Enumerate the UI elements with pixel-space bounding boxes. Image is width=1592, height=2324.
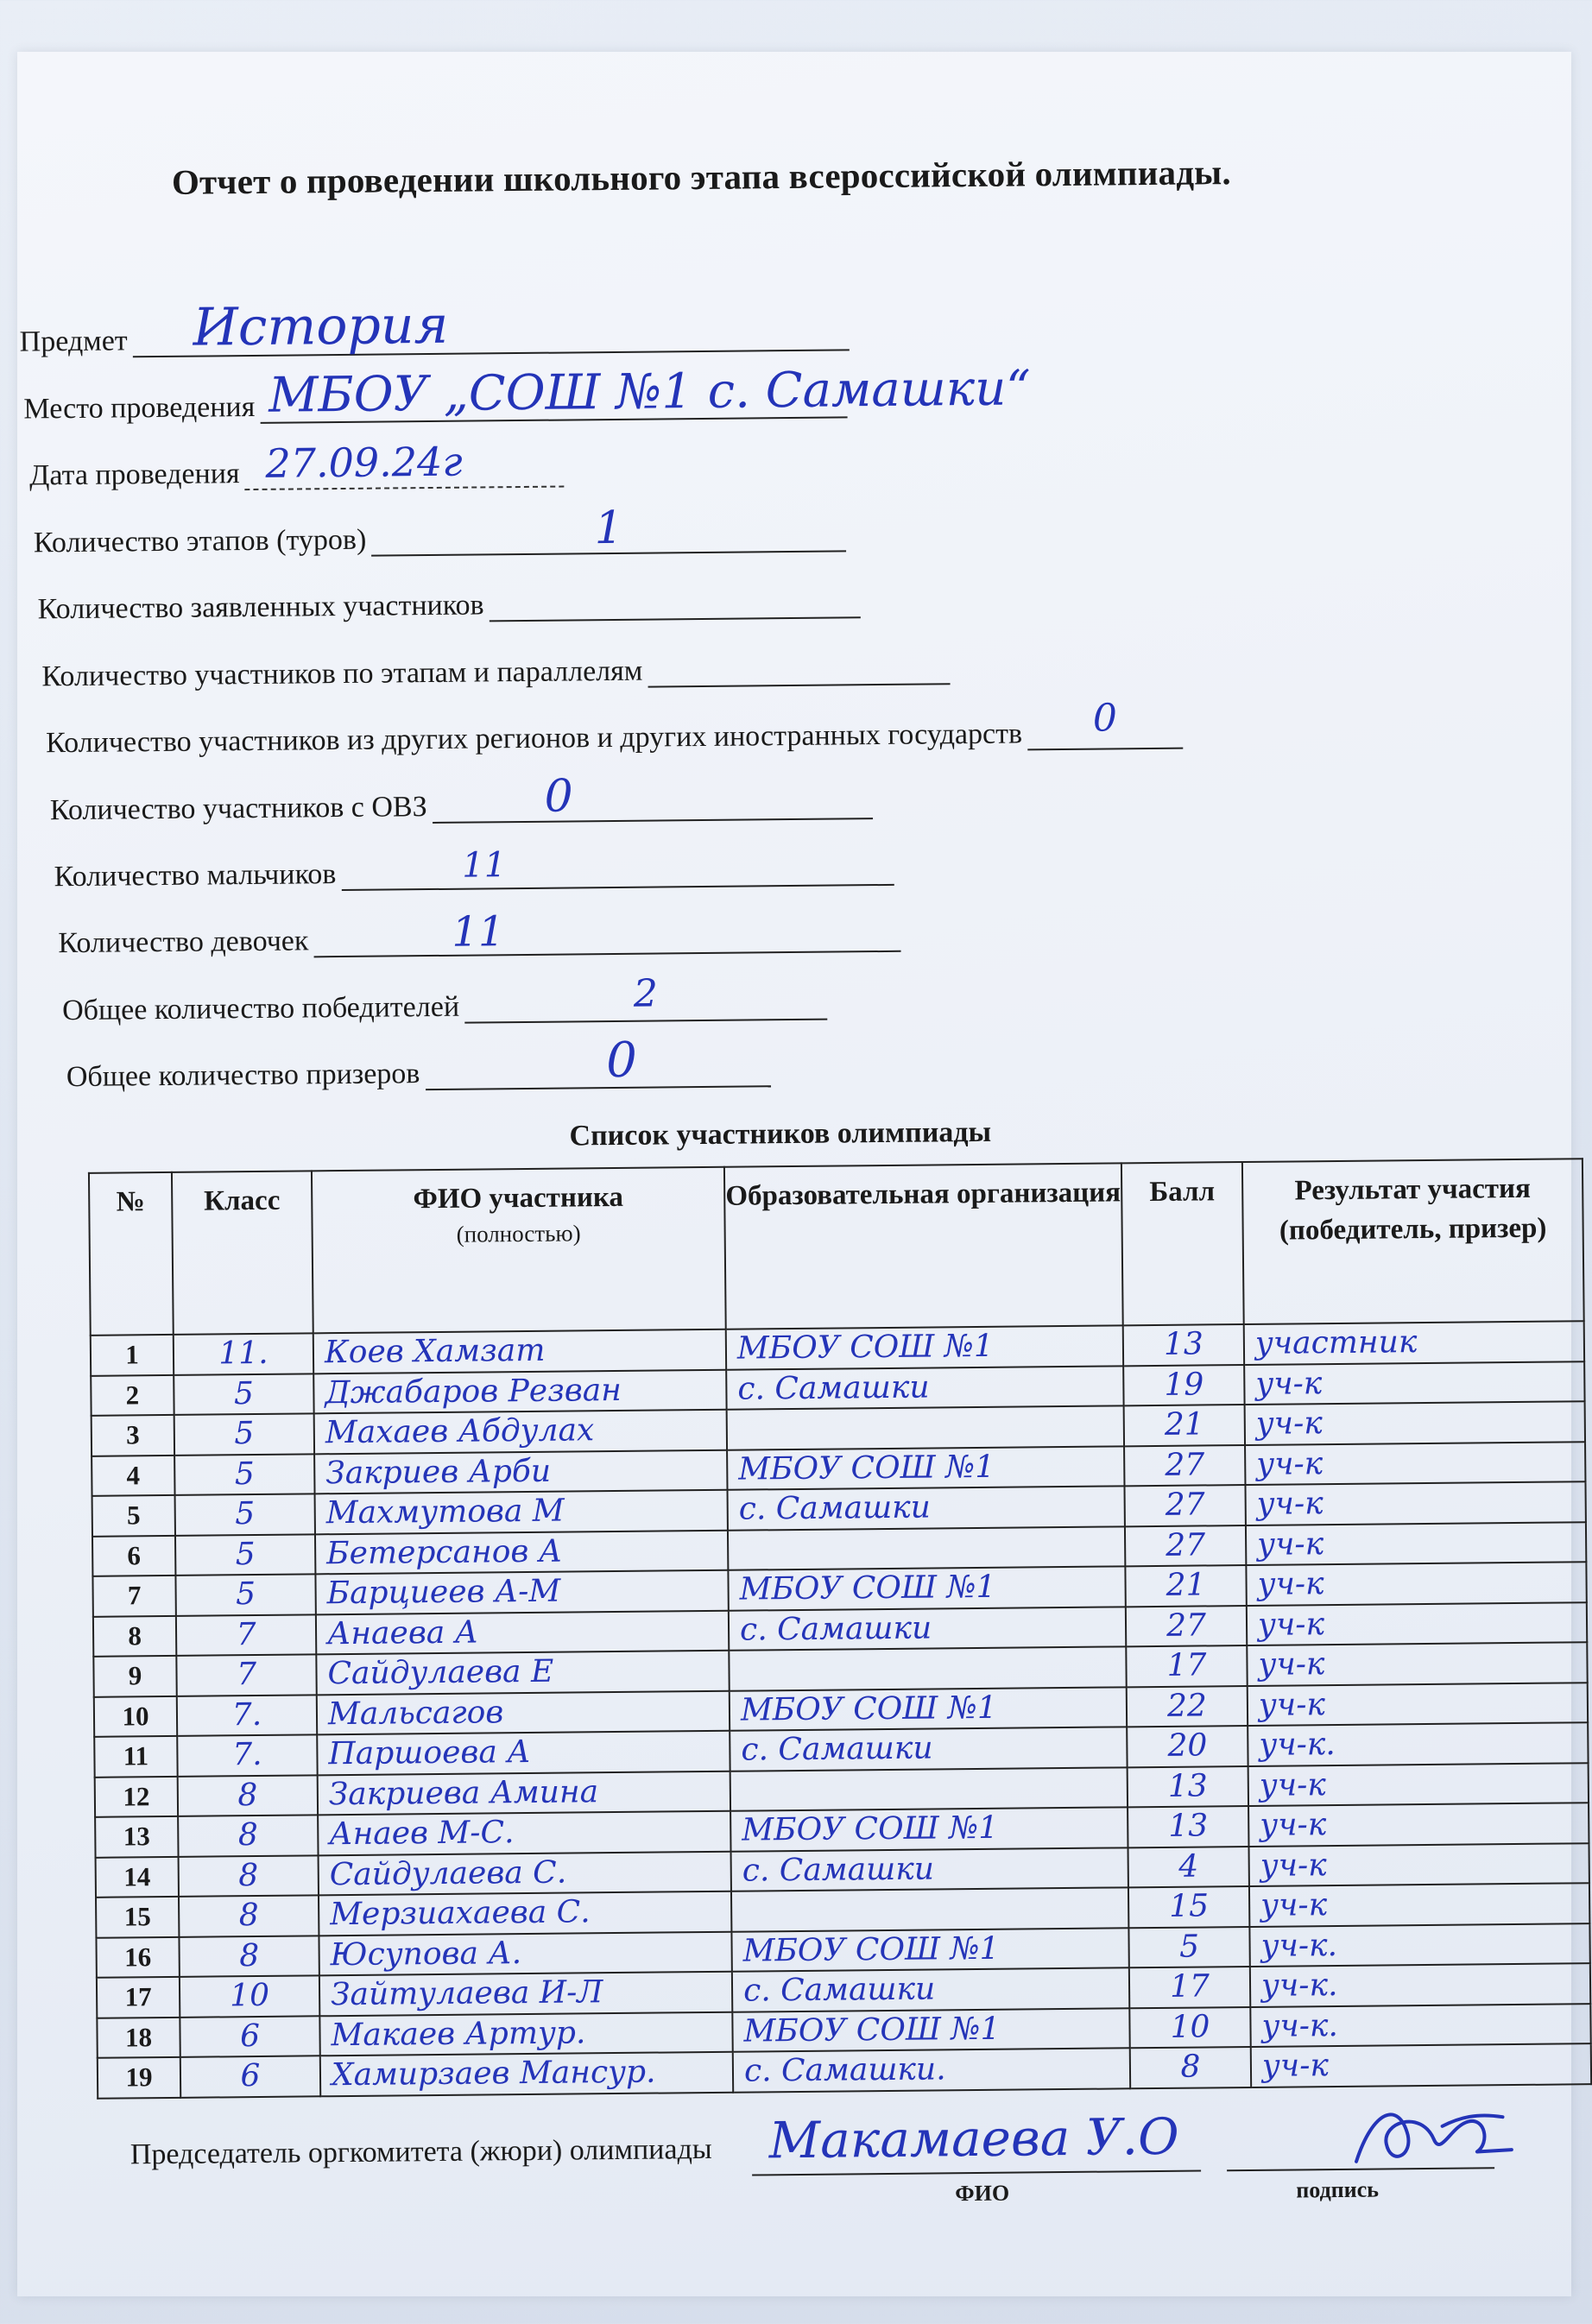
cell-org <box>729 1646 1126 1690</box>
cell-org: МБОУ СОШ №1 <box>728 1566 1125 1610</box>
cell-score: 27 <box>1124 1485 1245 1526</box>
cell-name: Закриева Амина <box>318 1771 730 1815</box>
cell-org: с. Самашки <box>732 1967 1129 2011</box>
cell-org: МБОУ СОШ №1 <box>732 2008 1129 2052</box>
cell-result: уч-к. <box>1250 2004 1590 2047</box>
girls-label: Количество девочек <box>58 925 309 960</box>
ovz-value: 0 <box>544 770 573 823</box>
cell-name: Паршоева А <box>317 1731 730 1775</box>
document-sheet <box>17 52 1571 2296</box>
cell-class: 6 <box>180 2056 320 2097</box>
list-title: Список участников олимпиады <box>569 1115 992 1153</box>
cell-name: Анаев М-С. <box>318 1811 730 1855</box>
header-score: Балл <box>1121 1162 1244 1325</box>
cell-num: 7 <box>92 1576 175 1616</box>
cell-org: МБОУ СОШ №1 <box>731 1928 1128 1972</box>
chair-name-line <box>752 2170 1201 2176</box>
ovz-label: Количество участников с ОВЗ <box>49 791 427 827</box>
cell-score: 20 <box>1127 1726 1248 1767</box>
cell-num: 1 <box>91 1335 174 1375</box>
cell-name: Мальсагов <box>317 1690 730 1734</box>
cell-name: Закриев Арби <box>314 1449 727 1494</box>
cell-class: 7. <box>177 1734 317 1776</box>
cell-num: 3 <box>92 1415 174 1456</box>
cell-result: уч-к. <box>1248 1722 1588 1765</box>
cell-class: 5 <box>175 1534 315 1576</box>
foreign-field <box>45 696 1183 761</box>
cell-num: 12 <box>95 1776 178 1816</box>
cell-num: 17 <box>97 1977 180 2018</box>
cell-class: 8 <box>179 1855 319 1897</box>
subject-field <box>19 294 849 358</box>
by-stage-label: Количество участников по этапам и параллелям <box>41 654 643 693</box>
document-page <box>7 44 1583 2303</box>
cell-class: 8 <box>178 1775 318 1816</box>
cell-org: с. Самашки <box>726 1366 1123 1410</box>
cell-score: 4 <box>1128 1846 1249 1887</box>
winners-field <box>61 971 827 1028</box>
cell-num: 4 <box>92 1455 174 1495</box>
cell-score: 13 <box>1123 1324 1244 1366</box>
cell-name: Махмутова М <box>315 1490 728 1534</box>
cell-num: 16 <box>96 1936 179 1977</box>
by-stage-value <box>648 681 950 684</box>
header-num: № <box>89 1172 174 1336</box>
venue-field <box>23 360 1032 426</box>
cell-result: уч-к <box>1245 1442 1585 1485</box>
cell-num: 14 <box>96 1856 179 1897</box>
cell-num: 18 <box>97 2017 180 2057</box>
cell-num: 10 <box>94 1696 177 1736</box>
cell-score: 10 <box>1129 2006 1250 2048</box>
cell-org <box>727 1405 1124 1449</box>
cell-name: Мерзиахаева С. <box>319 1891 731 1936</box>
cell-num: 9 <box>93 1656 176 1696</box>
cell-score: 17 <box>1129 1967 1250 2008</box>
stages-label: Количество этапов (туров) <box>33 523 367 559</box>
foreign-value: 0 <box>1092 696 1118 741</box>
cell-org <box>731 1887 1128 1931</box>
cell-org <box>728 1526 1125 1570</box>
girls-field <box>58 907 900 960</box>
cell-class: 7 <box>176 1614 316 1656</box>
header-class: Класс <box>172 1171 313 1335</box>
table-header-row <box>89 1159 1584 1336</box>
cell-num: 19 <box>98 2057 180 2098</box>
cell-org <box>730 1767 1128 1811</box>
cell-result: уч-к <box>1248 1843 1589 1886</box>
cell-class: 7 <box>176 1654 316 1696</box>
date-field <box>29 438 565 493</box>
ovz-field <box>49 770 873 827</box>
cell-result: уч-к <box>1248 1803 1589 1846</box>
chair-label: Председатель оргкомитета (жюри) олимпиады <box>130 2132 712 2171</box>
venue-label: Место проведения <box>23 390 256 426</box>
cell-class: 8 <box>178 1815 318 1856</box>
header-name <box>312 1167 726 1334</box>
cell-org: МБОУ СОШ №1 <box>730 1687 1127 1731</box>
declared-field <box>37 582 860 626</box>
table-body <box>91 1321 1591 2098</box>
subject-value: История <box>193 294 449 358</box>
cell-result: уч-к <box>1248 1683 1588 1726</box>
cell-score: 22 <box>1127 1685 1248 1727</box>
cell-score: 19 <box>1123 1365 1244 1406</box>
cell-org: с. Самашки <box>729 1607 1126 1651</box>
by-stage-field <box>41 648 950 693</box>
cell-num: 2 <box>91 1374 174 1415</box>
cell-num: 13 <box>95 1816 178 1857</box>
cell-name: Анаева А <box>316 1610 729 1654</box>
cell-score: 27 <box>1126 1605 1247 1646</box>
cell-score: 8 <box>1130 2047 1251 2088</box>
cell-name: Джабаров Резван <box>313 1369 726 1413</box>
cell-class: 10 <box>180 1975 319 2017</box>
cell-score: 17 <box>1126 1645 1247 1687</box>
cell-result: уч-к. <box>1249 1923 1589 1967</box>
cell-name: Бетерсанов А <box>315 1530 728 1574</box>
document-title: Отчет о проведении школьного этапа всероссийской олимпиады. <box>171 152 1232 202</box>
boys-value: 11 <box>462 845 507 886</box>
cell-name: Макаев Артур. <box>319 2011 732 2056</box>
cell-org: с. Самашки <box>728 1486 1125 1530</box>
cell-name: Коев Хамзат <box>313 1329 726 1374</box>
subject-label: Предмет <box>19 325 128 358</box>
participants-table <box>88 1158 1592 2099</box>
cell-num: 11 <box>94 1736 177 1777</box>
header-name-sub: (полностью) <box>456 1220 581 1247</box>
cell-num: 15 <box>96 1897 179 1937</box>
cell-org: МБОУ СОШ №1 <box>727 1446 1124 1490</box>
declared-value <box>490 615 861 618</box>
cell-result: уч-к <box>1251 2043 1591 2087</box>
cell-num: 6 <box>92 1535 175 1576</box>
cell-org: МБОУ СОШ №1 <box>730 1807 1128 1851</box>
cell-num: 5 <box>92 1495 175 1536</box>
date-value: 27.09.24г <box>265 438 463 487</box>
cell-score: 21 <box>1125 1565 1246 1607</box>
cell-class: 8 <box>179 1936 319 1977</box>
cell-score: 27 <box>1124 1445 1245 1487</box>
foreign-label: Количество участников из других регионов и других иностранных государств <box>45 717 1023 760</box>
cell-score: 5 <box>1128 1926 1249 1967</box>
header-result: Результат участия (победитель, призер) <box>1242 1159 1584 1324</box>
header-name-label: ФИО участника <box>413 1181 624 1216</box>
sign-label: подпись <box>1296 2176 1380 2203</box>
cell-class: 5 <box>175 1494 315 1535</box>
cell-name: Сайдулаева Е <box>316 1651 729 1695</box>
girls-value: 11 <box>452 907 505 957</box>
chair-name: Макамаева У.О <box>768 2106 1179 2170</box>
cell-class: 5 <box>174 1374 313 1415</box>
cell-class: 5 <box>175 1574 315 1615</box>
cell-name: Махаев Абдулах <box>314 1410 727 1454</box>
cell-name: Зайтулаева И-Л <box>319 1972 732 2016</box>
cell-num: 8 <box>93 1615 176 1656</box>
cell-org: с. Самашки. <box>733 2048 1130 2092</box>
cell-result: уч-к <box>1246 1522 1586 1565</box>
cell-result: уч-к <box>1247 1642 1587 1685</box>
cell-result: уч-к <box>1248 1763 1589 1806</box>
cell-class: 8 <box>179 1895 319 1936</box>
boys-field <box>54 845 894 894</box>
prize-value: 0 <box>605 1032 638 1089</box>
cell-name: Юсупова А. <box>319 1931 731 1975</box>
cell-org: с. Самашки <box>731 1847 1128 1891</box>
cell-score: 21 <box>1124 1405 1245 1446</box>
header-org: Образовательная организация <box>724 1163 1123 1329</box>
cell-result: уч-к <box>1246 1562 1586 1605</box>
cell-result: уч-к. <box>1250 1963 1590 2006</box>
declared-label: Количество заявленных участников <box>37 589 484 626</box>
cell-class: 5 <box>174 1413 314 1455</box>
cell-class: 7. <box>177 1695 317 1736</box>
cell-score: 13 <box>1128 1765 1248 1807</box>
prize-label: Общее количество призеров <box>66 1058 420 1094</box>
fio-label: ФИО <box>955 2180 1010 2207</box>
cell-result: уч-к <box>1247 1602 1587 1645</box>
cell-score: 13 <box>1128 1806 1248 1847</box>
cell-class: 5 <box>174 1454 314 1495</box>
cell-name: Сайдулаева С. <box>319 1851 731 1895</box>
winners-value: 2 <box>633 971 659 1016</box>
cell-score: 27 <box>1125 1525 1246 1566</box>
cell-org: с. Самашки <box>730 1727 1127 1771</box>
cell-class: 6 <box>180 2016 319 2057</box>
boys-label: Количество мальчиков <box>54 858 337 894</box>
cell-name: Хамирзаев Мансур. <box>320 2052 733 2096</box>
cell-name: Барциеев А-М <box>315 1570 728 1614</box>
stages-value: 1 <box>594 502 624 555</box>
cell-result: уч-к <box>1245 1481 1585 1525</box>
stages-field <box>33 502 847 559</box>
cell-score: 15 <box>1128 1886 1249 1928</box>
winners-label: Общее количество победителей <box>61 990 460 1027</box>
date-label: Дата проведения <box>29 458 240 492</box>
cell-result: уч-к <box>1244 1361 1584 1405</box>
signature-mark <box>1338 2091 1529 2179</box>
venue-value: МБОУ „СОШ №1 с. Самашки“ <box>268 360 1032 424</box>
cell-result: участник <box>1244 1321 1584 1364</box>
cell-result: уч-к <box>1249 1883 1589 1926</box>
cell-class: 11. <box>174 1333 313 1374</box>
cell-org: МБОУ СОШ №1 <box>726 1325 1123 1369</box>
prize-field <box>66 1032 771 1094</box>
cell-result: уч-к <box>1245 1401 1585 1444</box>
